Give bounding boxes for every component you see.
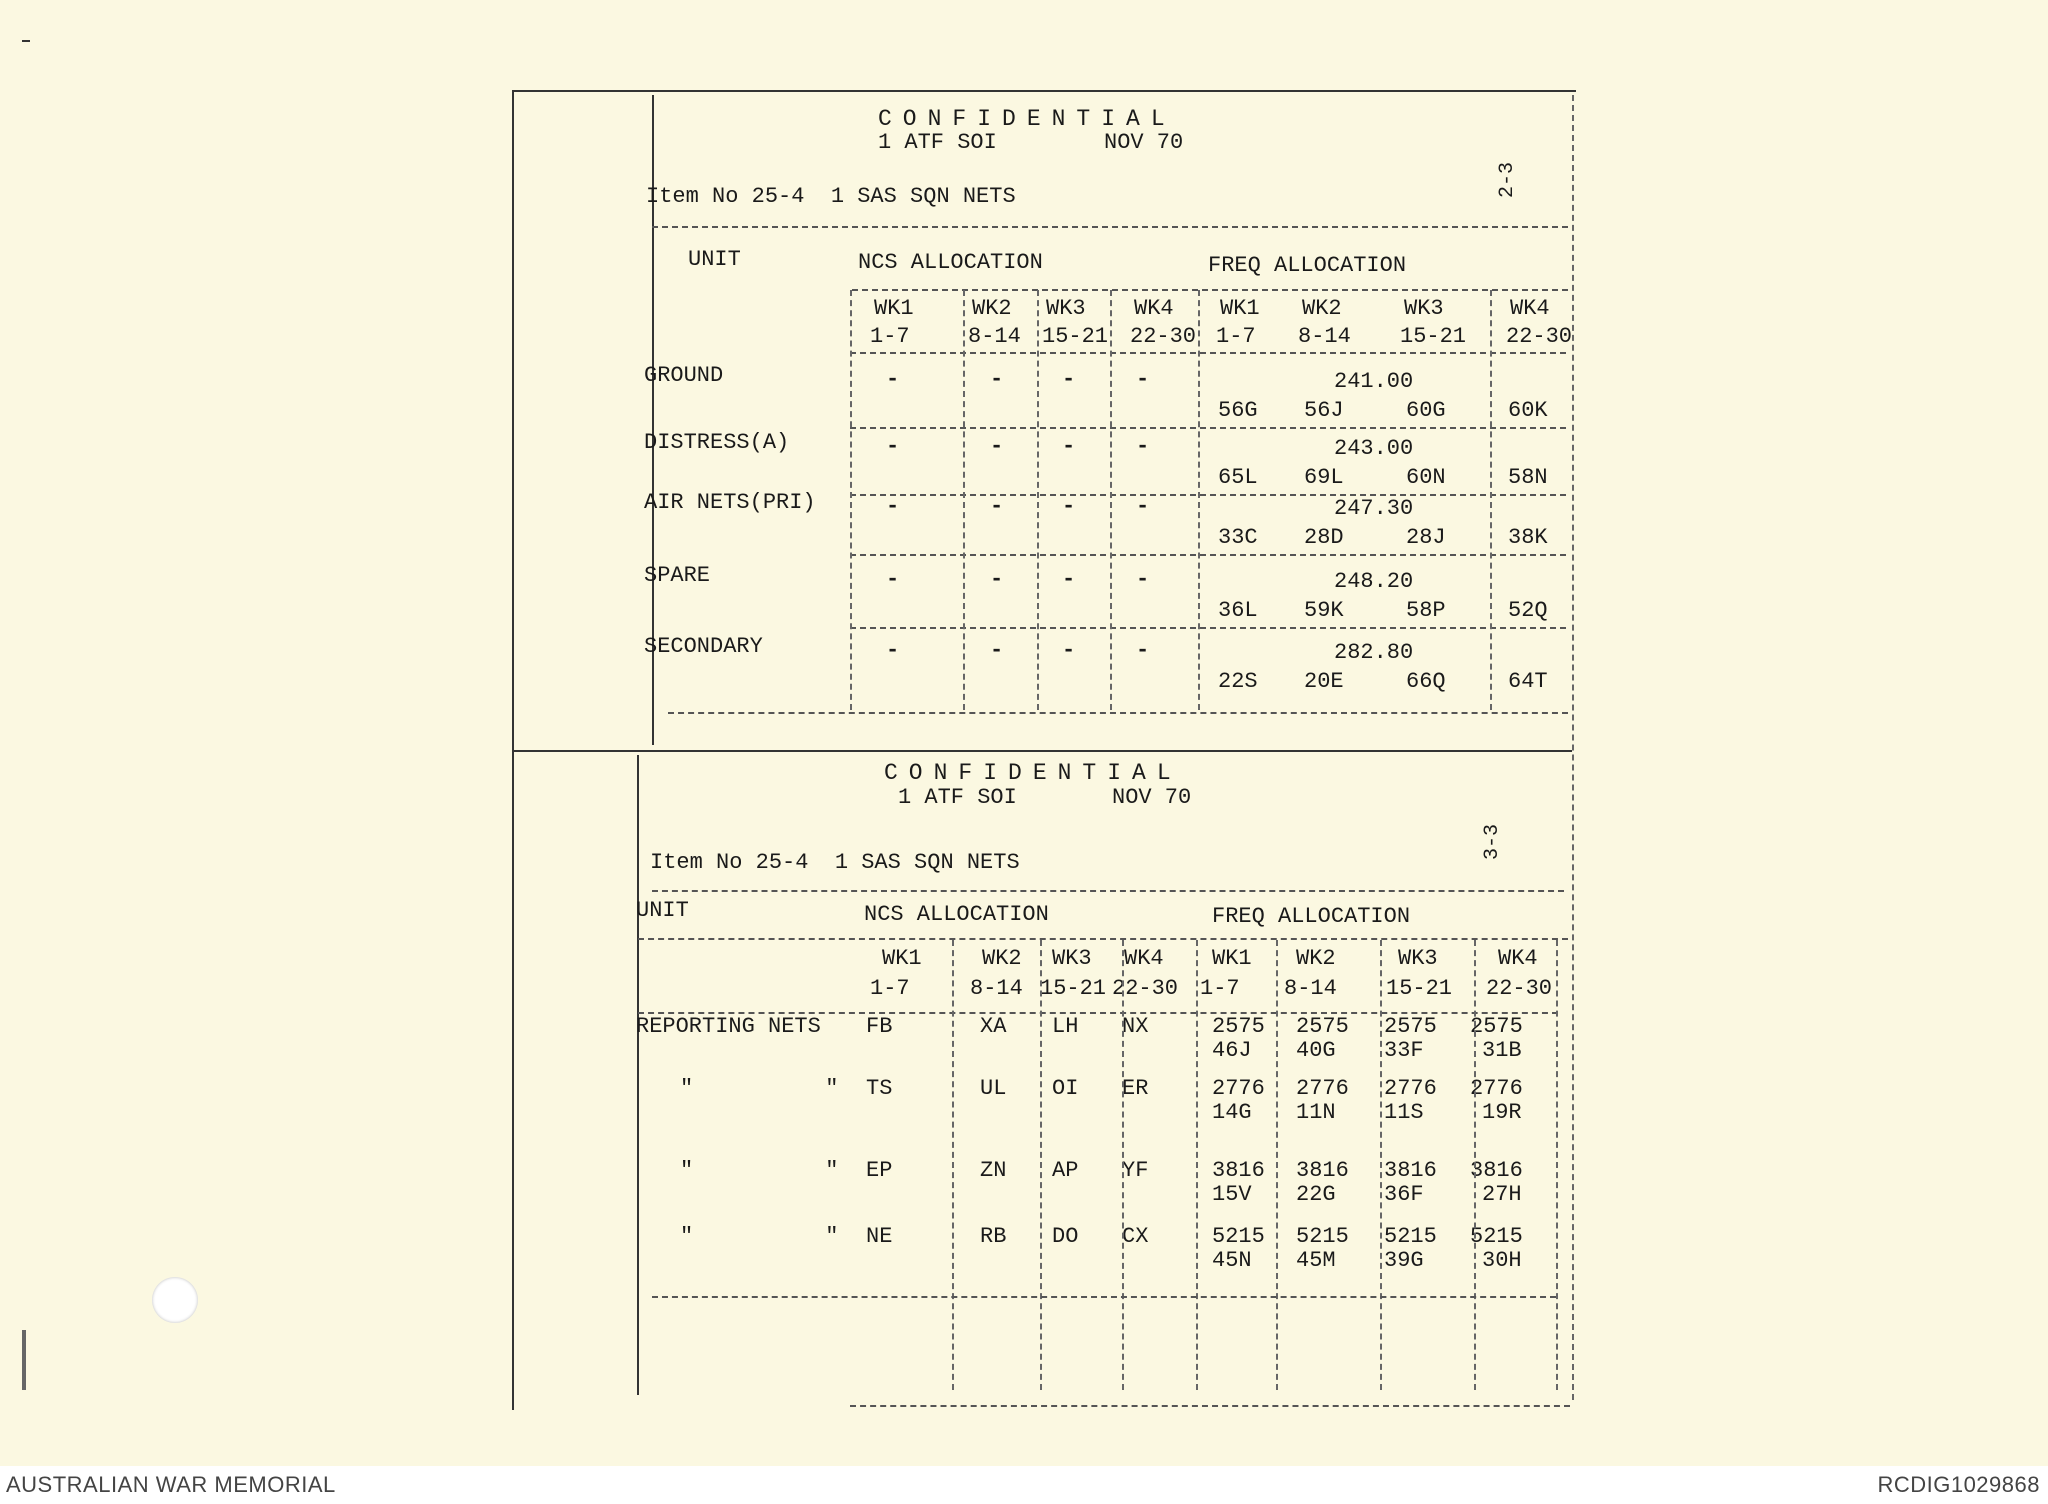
week-header: WK3 bbox=[1404, 296, 1444, 321]
frequency: 247.30 bbox=[1334, 496, 1414, 521]
row-unit: " " bbox=[680, 1224, 839, 1249]
col-line bbox=[1474, 940, 1476, 1390]
row-unit: DISTRESS(A) bbox=[644, 430, 790, 455]
frequency: 3816 bbox=[1384, 1158, 1437, 1183]
col-line bbox=[1040, 940, 1042, 1390]
week-range: 8-14 bbox=[970, 976, 1023, 1001]
week-header: WK1 bbox=[874, 296, 914, 321]
unit-label: UNIT bbox=[636, 898, 689, 923]
ncs-cell: - bbox=[1136, 494, 1150, 519]
rule bbox=[850, 627, 1566, 629]
code-cell: 28D bbox=[1304, 525, 1344, 550]
week-header: WK2 bbox=[972, 296, 1012, 321]
row-unit: SECONDARY bbox=[644, 634, 763, 659]
ncs-cell: - bbox=[1062, 567, 1076, 592]
ncs-cell: YF bbox=[1122, 1158, 1149, 1183]
week-header: WK3 bbox=[1052, 946, 1092, 971]
week-range: 8-14 bbox=[1298, 324, 1351, 349]
week-range: 22-30 bbox=[1486, 976, 1553, 1001]
frequency: 5215 bbox=[1212, 1224, 1265, 1249]
week-header: WK3 bbox=[1046, 296, 1086, 321]
week-range: 1-7 bbox=[870, 324, 910, 349]
rule bbox=[652, 226, 1568, 228]
ncs-cell: - bbox=[886, 434, 900, 459]
date-label: NOV 70 bbox=[1112, 785, 1192, 810]
week-header: WK2 bbox=[982, 946, 1022, 971]
col-line bbox=[1198, 290, 1200, 710]
week-header: WK4 bbox=[1498, 946, 1538, 971]
col-line bbox=[850, 290, 852, 710]
page-mark: 2-3 bbox=[1496, 161, 1520, 199]
week-range: 1-7 bbox=[1216, 324, 1256, 349]
code-cell: 58P bbox=[1406, 598, 1446, 623]
rule bbox=[652, 890, 1564, 892]
week-range: 1-7 bbox=[1200, 976, 1240, 1001]
punch-hole bbox=[152, 1277, 198, 1323]
code-cell: 11S bbox=[1384, 1100, 1424, 1125]
item-title: Item No 25-4 1 SAS SQN NETS bbox=[646, 184, 1016, 209]
week-range: 8-14 bbox=[1284, 976, 1337, 1001]
edge-mark bbox=[22, 1330, 26, 1390]
ncs-cell: - bbox=[990, 434, 1004, 459]
code-cell: 20E bbox=[1304, 669, 1344, 694]
rule bbox=[850, 554, 1566, 556]
week-range: 22-30 bbox=[1506, 324, 1573, 349]
ncs-cell: - bbox=[886, 567, 900, 592]
week-header: WK4 bbox=[1510, 296, 1550, 321]
week-range: 22-30 bbox=[1112, 976, 1179, 1001]
code-cell: 36F bbox=[1384, 1182, 1424, 1207]
code-cell: 33C bbox=[1218, 525, 1258, 550]
soi-label: 1 ATF SOI bbox=[878, 130, 997, 155]
ncs-cell: - bbox=[990, 638, 1004, 663]
frame-inner-left-2 bbox=[637, 755, 639, 1395]
ncs-cell: - bbox=[1136, 434, 1150, 459]
code-cell: 30H bbox=[1482, 1248, 1522, 1273]
week-header: WK1 bbox=[1220, 296, 1260, 321]
ncs-cell: OI bbox=[1052, 1076, 1079, 1101]
code-cell: 22G bbox=[1296, 1182, 1336, 1207]
row-unit: SPARE bbox=[644, 563, 711, 588]
code-cell: 60N bbox=[1406, 465, 1446, 490]
ncs-cell: - bbox=[1062, 494, 1076, 519]
frequency: 5215 bbox=[1384, 1224, 1437, 1249]
ncs-cell: - bbox=[990, 567, 1004, 592]
week-header: WK4 bbox=[1124, 946, 1164, 971]
col-line bbox=[1196, 940, 1198, 1390]
ncs-cell: - bbox=[886, 367, 900, 392]
rule bbox=[850, 427, 1566, 429]
ncs-cell: AP bbox=[1052, 1158, 1079, 1183]
ncs-cell: - bbox=[1062, 367, 1076, 392]
col-line bbox=[1276, 940, 1278, 1390]
code-cell: 56G bbox=[1218, 398, 1258, 423]
frequency: 2776 bbox=[1384, 1076, 1437, 1101]
ncs-cell: - bbox=[1062, 638, 1076, 663]
code-cell: 19R bbox=[1482, 1100, 1522, 1125]
ncs-cell: UL bbox=[980, 1076, 1007, 1101]
frequency: 241.00 bbox=[1334, 369, 1414, 394]
classification: CONFIDENTIAL bbox=[878, 106, 1176, 132]
frequency: 2575 bbox=[1384, 1014, 1437, 1039]
code-cell: 69L bbox=[1304, 465, 1344, 490]
col-line bbox=[1122, 940, 1124, 1390]
code-cell: 59K bbox=[1304, 598, 1344, 623]
frequency: 5215 bbox=[1296, 1224, 1349, 1249]
ncs-cell: FB bbox=[866, 1014, 893, 1039]
code-cell: 31B bbox=[1482, 1038, 1522, 1063]
ncs-cell: - bbox=[990, 367, 1004, 392]
edge-mark bbox=[22, 40, 30, 42]
frequency: 248.20 bbox=[1334, 569, 1414, 594]
date-label: NOV 70 bbox=[1104, 130, 1184, 155]
rule bbox=[668, 712, 1568, 714]
item-title: Item No 25-4 1 SAS SQN NETS bbox=[650, 850, 1020, 875]
code-cell: 28J bbox=[1406, 525, 1446, 550]
week-range: 15-21 bbox=[1042, 324, 1109, 349]
code-cell: 14G bbox=[1212, 1100, 1252, 1125]
frame-right bbox=[1572, 95, 1574, 1400]
frequency: 2776 bbox=[1296, 1076, 1349, 1101]
ncs-cell: - bbox=[990, 494, 1004, 519]
code-cell: 56J bbox=[1304, 398, 1344, 423]
week-header: WK2 bbox=[1302, 296, 1342, 321]
code-cell: 36L bbox=[1218, 598, 1258, 623]
rule bbox=[850, 494, 1566, 496]
frequency: 3816 bbox=[1212, 1158, 1265, 1183]
code-cell: 22S bbox=[1218, 669, 1258, 694]
rule bbox=[850, 1405, 1570, 1407]
col-line bbox=[1110, 290, 1112, 710]
frequency: 5215 bbox=[1470, 1224, 1523, 1249]
frequency: 2776 bbox=[1470, 1076, 1523, 1101]
code-cell: 66Q bbox=[1406, 669, 1446, 694]
col-line bbox=[1490, 290, 1492, 710]
rule bbox=[852, 289, 1568, 291]
footer bbox=[0, 1466, 2048, 1504]
row-unit: " " bbox=[680, 1158, 839, 1183]
col-line bbox=[1380, 940, 1382, 1390]
ncs-label: NCS ALLOCATION bbox=[858, 250, 1043, 275]
rule bbox=[850, 352, 1566, 354]
ncs-cell: - bbox=[1136, 567, 1150, 592]
unit-label: UNIT bbox=[688, 247, 741, 272]
soi-label: 1 ATF SOI bbox=[898, 785, 1017, 810]
ncs-cell: NE bbox=[866, 1224, 893, 1249]
ncs-cell: TS bbox=[866, 1076, 893, 1101]
code-cell: 65L bbox=[1218, 465, 1258, 490]
ncs-cell: - bbox=[1136, 367, 1150, 392]
week-header: WK4 bbox=[1134, 296, 1174, 321]
code-cell: 52Q bbox=[1508, 598, 1548, 623]
frequency: 2776 bbox=[1212, 1076, 1265, 1101]
row-unit: " " bbox=[680, 1076, 839, 1101]
code-cell: 11N bbox=[1296, 1100, 1336, 1125]
week-header: WK2 bbox=[1296, 946, 1336, 971]
week-header: WK1 bbox=[882, 946, 922, 971]
code-cell: 60K bbox=[1508, 398, 1548, 423]
classification: CONFIDENTIAL bbox=[884, 760, 1182, 786]
code-cell: 15V bbox=[1212, 1182, 1252, 1207]
col-line bbox=[952, 940, 954, 1390]
footer-right: RCDIG1029868 bbox=[1877, 1472, 2040, 1497]
ncs-cell: RB bbox=[980, 1224, 1007, 1249]
ncs-cell: CX bbox=[1122, 1224, 1149, 1249]
ncs-cell: EP bbox=[866, 1158, 893, 1183]
ncs-cell: - bbox=[886, 638, 900, 663]
code-cell: 64T bbox=[1508, 669, 1548, 694]
ncs-cell: - bbox=[1136, 638, 1150, 663]
sheet-divider bbox=[512, 750, 1572, 752]
freq-label: FREQ ALLOCATION bbox=[1208, 253, 1407, 278]
page-mark: 3-3 bbox=[1481, 823, 1505, 861]
frequency: 282.80 bbox=[1334, 640, 1414, 665]
code-cell: 27H bbox=[1482, 1182, 1522, 1207]
rule bbox=[652, 1296, 1556, 1298]
ncs-cell: LH bbox=[1052, 1014, 1079, 1039]
week-header: WK1 bbox=[1212, 946, 1252, 971]
row-unit: REPORTING NETS bbox=[636, 1014, 821, 1039]
col-line bbox=[1556, 940, 1558, 1390]
code-cell: 39G bbox=[1384, 1248, 1424, 1273]
frequency: 2575 bbox=[1470, 1014, 1523, 1039]
ncs-cell: ZN bbox=[980, 1158, 1007, 1183]
code-cell: 45M bbox=[1296, 1248, 1336, 1273]
week-range: 8-14 bbox=[968, 324, 1021, 349]
row-unit: AIR NETS(PRI) bbox=[644, 490, 816, 515]
freq-label: FREQ ALLOCATION bbox=[1212, 904, 1411, 929]
week-range: 1-7 bbox=[870, 976, 910, 1001]
ncs-cell: - bbox=[886, 494, 900, 519]
frequency: 3816 bbox=[1296, 1158, 1349, 1183]
ncs-label: NCS ALLOCATION bbox=[864, 902, 1049, 927]
frequency: 243.00 bbox=[1334, 436, 1414, 461]
col-line bbox=[1037, 290, 1039, 710]
week-range: 15-21 bbox=[1400, 324, 1467, 349]
code-cell: 45N bbox=[1212, 1248, 1252, 1273]
ncs-cell: - bbox=[1062, 434, 1076, 459]
row-unit: GROUND bbox=[644, 363, 724, 388]
ncs-cell: ER bbox=[1122, 1076, 1149, 1101]
code-cell: 58N bbox=[1508, 465, 1548, 490]
col-line bbox=[963, 290, 965, 710]
week-header: WK3 bbox=[1398, 946, 1438, 971]
code-cell: 46J bbox=[1212, 1038, 1252, 1063]
frequency: 3816 bbox=[1470, 1158, 1523, 1183]
week-range: 15-21 bbox=[1040, 976, 1107, 1001]
ncs-cell: DO bbox=[1052, 1224, 1079, 1249]
code-cell: 60G bbox=[1406, 398, 1446, 423]
code-cell: 38K bbox=[1508, 525, 1548, 550]
frequency: 2575 bbox=[1296, 1014, 1349, 1039]
rule bbox=[638, 938, 1568, 940]
week-range: 22-30 bbox=[1130, 324, 1197, 349]
frequency: 2575 bbox=[1212, 1014, 1265, 1039]
code-cell: 40G bbox=[1296, 1038, 1336, 1063]
ncs-cell: NX bbox=[1122, 1014, 1149, 1039]
week-range: 15-21 bbox=[1386, 976, 1453, 1001]
footer-left: AUSTRALIAN WAR MEMORIAL bbox=[6, 1472, 336, 1497]
frame-top bbox=[512, 90, 1576, 92]
code-cell: 33F bbox=[1384, 1038, 1424, 1063]
ncs-cell: XA bbox=[980, 1014, 1007, 1039]
